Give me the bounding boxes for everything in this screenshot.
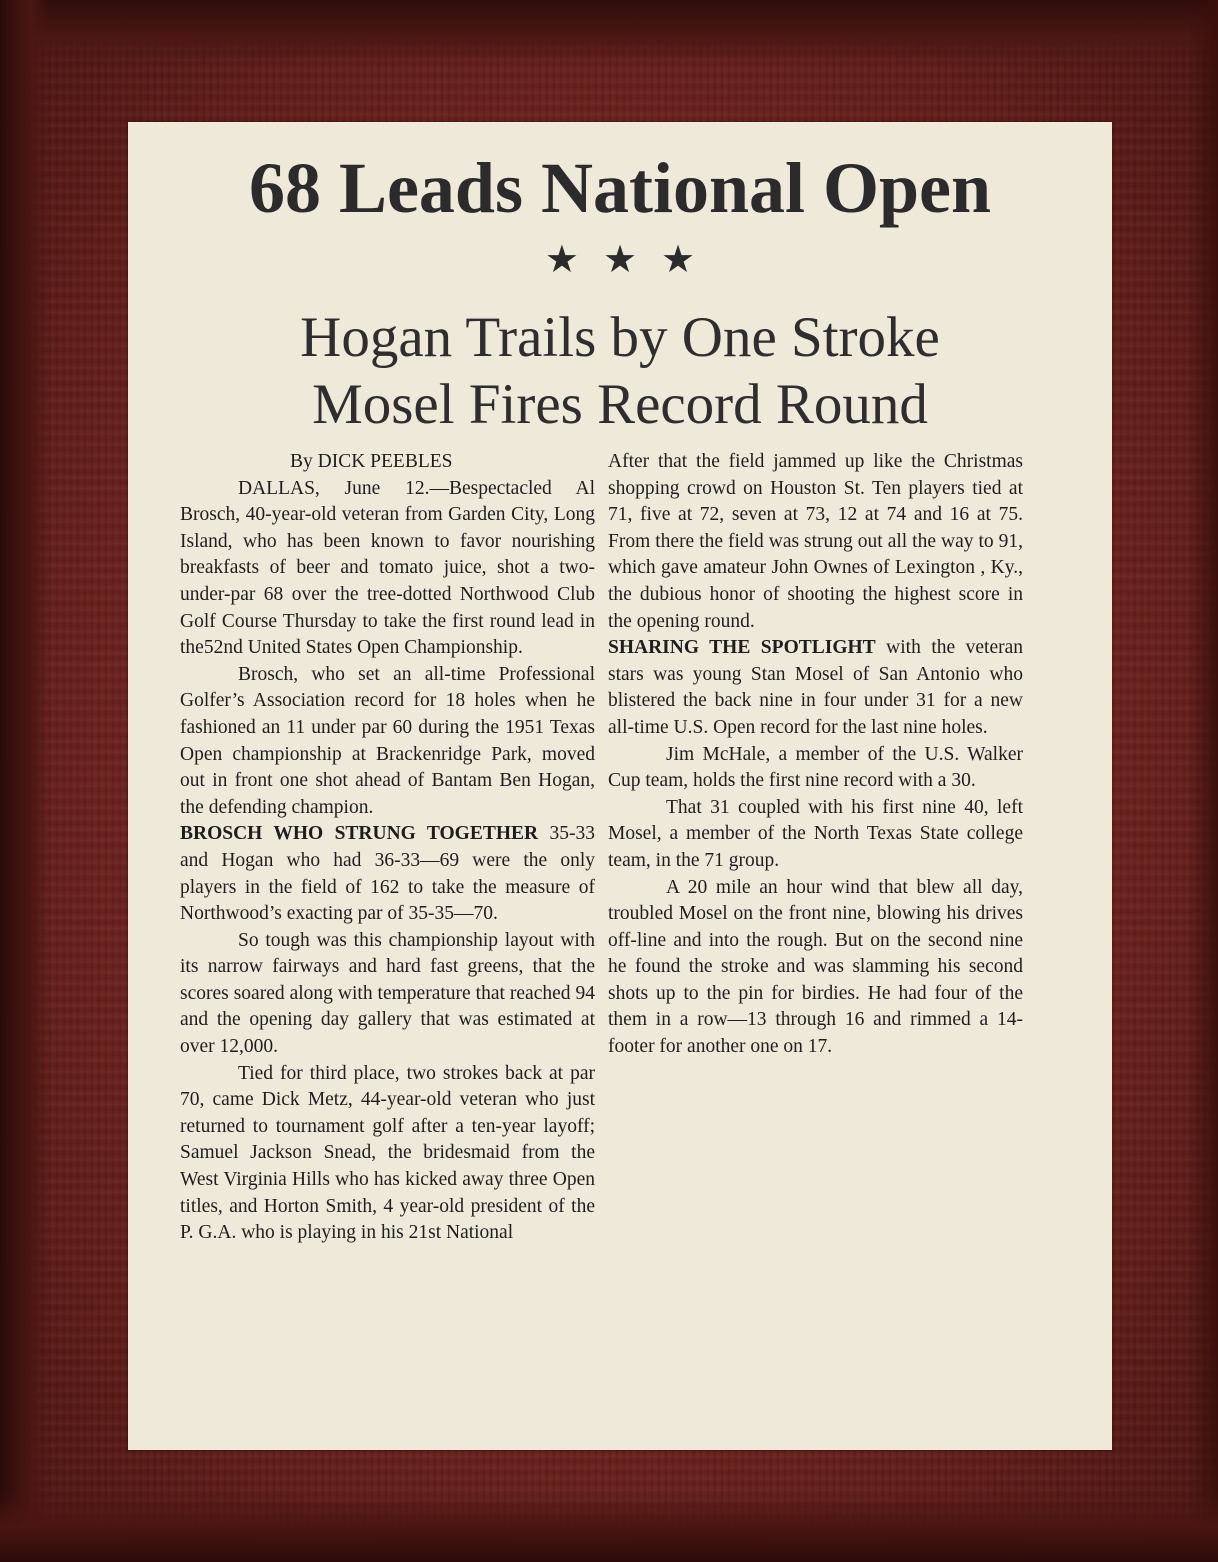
subheadline-2: Mosel Fires Record Round xyxy=(312,373,928,436)
paragraph: After that the field jammed up like the Christmas shopping crowd on Houston St. Ten players tied at 71, five at 72, seven at 73, 12 at 74 and 16 at 75. From there the field was strung out all the way to 91, which gave amateur John Ownes of Lexington , Ky., the dubious honor of shooting the highest score in the opening round. xyxy=(608,451,1023,632)
paragraph: DALLAS, June 12.—Bespectacled Al Brosch, 40-year-old veteran from Garden City, Long Island, who has been known to favor nourishing breakfasts of beer and tomato juice, shot a two-under-par 68 over the tree-dotted Northwood Club Golf Course Thursday to take the first round lead in the52nd United States Open Championship. xyxy=(180,477,595,659)
plaque-bevel-top xyxy=(0,0,1218,66)
headline: 68 Leads National Open xyxy=(248,148,992,228)
star-divider-icon: ★★★ xyxy=(544,239,720,281)
paragraph: Brosch, who set an all-time Professional Golfer’s Association record for 18 holes when he fashioned an 11 under par 60 during the 1951 Texas Open championship at Brackenridge Park, moved out in front one shot ahead of Bantam Ben Hogan, the defending champion. xyxy=(180,663,595,818)
article-column-right xyxy=(608,449,1023,1061)
plaque-bevel-right xyxy=(1188,0,1218,1562)
paragraph-body: with the veteran stars was young Stan Mosel of San Antonio who blistered the back nine in four under 31 for a new all-time U.S. Open record for the last nine holes. xyxy=(608,637,1024,738)
paragraph: So tough was this championship layout with its narrow fairways and hard fast greens, that the scores soared along with temperature that reached 94 and the opening day gallery that was estimated at over 12,000. xyxy=(180,929,595,1058)
paragraph-body: 35-33 and Hogan who had 36-33—69 were the only players in the field of 162 to take the measure of Northwood’s exacting par of 35-35—70. xyxy=(180,823,595,925)
plaque-bevel-left xyxy=(0,0,50,1562)
plaque-bevel-bottom xyxy=(0,1492,1218,1562)
paragraph-lead-caps: SHARING THE SPOTLIGHT xyxy=(608,637,876,659)
article-column-left xyxy=(180,449,595,1247)
subheadline-1: Hogan Trails by One Stroke xyxy=(300,306,940,369)
byline: By DICK PEEBLES xyxy=(290,451,453,472)
paragraph: Tied for third place, two strokes back at par 70, came Dick Metz, 44-year-old veteran who just returned to tournament golf after a ten-year layoff; Samuel Jackson Snead, the bridesmaid from the West Virginia Hills who has kicked away three Open titles, and Horton Smith, 4 year-old president of the P. G.A. who is playing in his 21st National xyxy=(180,1062,595,1244)
newspaper-clipping xyxy=(128,122,1112,1450)
paragraph: A 20 mile an hour wind that blew all day, troubled Mosel on the front nine, blowing his drives off-line and into the rough. But on the second nine he found the stroke and was slamming his second shots up to the pin for birdies. He had four of the them in a row—13 through 16 and rimmed a 14-footer for another one on 17. xyxy=(608,876,1023,1058)
paragraph xyxy=(180,821,595,927)
paragraph xyxy=(608,635,1023,741)
paragraph: That 31 coupled with his first nine 40, left Mosel, a member of the North Texas State college team, in the 71 group. xyxy=(608,796,1023,871)
paragraph-lead-caps: BROSCH WHO STRUNG TOGETHER xyxy=(180,823,539,845)
paragraph: Jim McHale, a member of the U.S. Walker Cup team, holds the first nine record with a 30. xyxy=(608,743,1023,792)
